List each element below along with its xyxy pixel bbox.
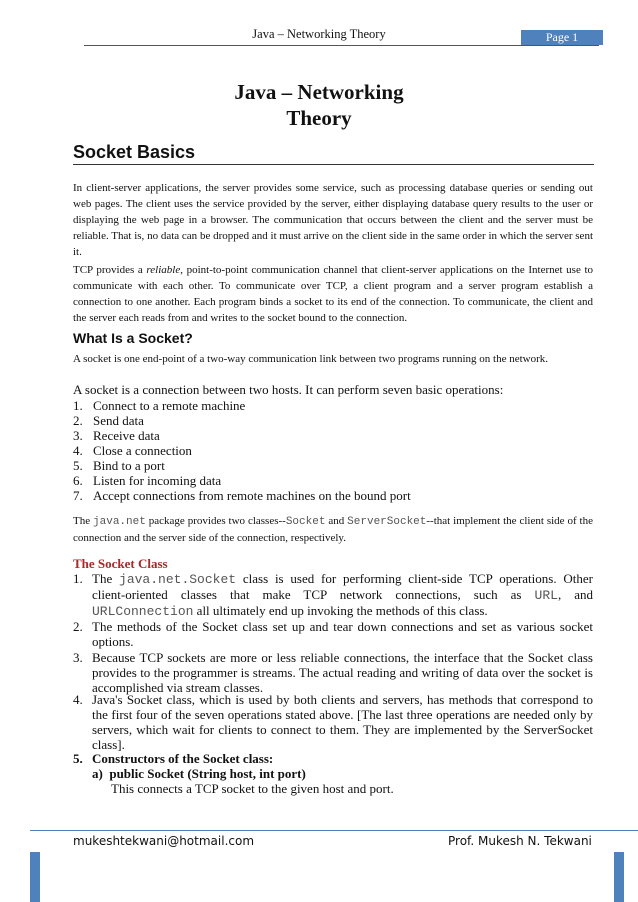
list-item: 2. The methods of the Socket class set up and tear down connections and set as various socket options. xyxy=(73,619,593,649)
document-title-line1: Java – Networking xyxy=(234,80,404,104)
section-heading-socket-class: The Socket Class xyxy=(73,556,168,571)
list-item: 2. Send data xyxy=(73,413,144,428)
paragraph-client-server: In client-server applications, the server provides some service, such as processing database queries or sending out web pages. The client uses the service provided by the server, either displaying database query results to the user or displaying the web page in a browser. The communication that occurs between the client and the server must be reliable. That is, no data can be dropped and it must arrive on the client side in the same order in which the server sent it. xyxy=(73,182,593,258)
paragraph-socket-definition: A socket is one end-point of a two-way communication link between two programs running on the network. xyxy=(73,353,549,365)
section-heading-socket-basics: Socket Basics xyxy=(73,142,196,162)
paragraph-socket-operations-intro: A socket is a connection between two hosts. It can perform seven basic operations: xyxy=(73,382,504,397)
list-item: 7. Accept connections from remote machines on the bound port xyxy=(73,488,411,503)
list-item: 4. Close a connection xyxy=(73,443,192,458)
section-heading-what-is-socket: What Is a Socket? xyxy=(73,330,193,346)
code-java-net-socket: java.net.Socket xyxy=(119,572,237,587)
text-run: , point-to-point communication channel that client-server applications on the Internet use to communicate with each other. To communicate over TCP, a client program and a server program establish a connection to one another. Each program binds a socket to its end of the connection. To communicate, the client and the server each reads from and writes to the socket bound to the connection. xyxy=(73,264,594,324)
list-item: 1. Connect to a remote machine xyxy=(73,398,246,413)
code-java-net: java.net xyxy=(93,516,146,528)
list-item: 3. Because TCP sockets are more or less reliable connections, the interface that the Socket class provides to the programmer is streams. The actual reading and writing of data over the socket is accomplished via stream classes. xyxy=(73,650,593,695)
constructor-description: This connects a TCP socket to the given host and port. xyxy=(111,781,394,796)
constructor-signature: a) public Socket (String host, int port) xyxy=(92,766,306,781)
list-item: 6. Listen for incoming data xyxy=(73,473,222,488)
footer-email: mukeshtekwani@hotmail.com xyxy=(73,834,255,848)
code-url: URL xyxy=(534,588,558,603)
footer-author: Prof. Mukesh N. Tekwani xyxy=(448,834,592,848)
list-item: 4. Java's Socket class, which is used by both clients and servers, has methods that correspond to the first four of the seven operations stated above. [The last three operations are needed only by servers, which wait for clients to connect to them. They are implemented by the ServerSocket class]. xyxy=(73,692,593,752)
list-item: 1. The java.net.Socket class is used for performing client-side TCP operations. Other client-oriented classes that make TCP network connections, such as URL, and URLConnection all ultimately end up invoking the methods of this class. xyxy=(73,571,593,619)
footer-divider xyxy=(30,830,638,831)
operations-list xyxy=(73,398,411,503)
list-item: 3. Receive data xyxy=(73,428,160,443)
paragraph-tcp xyxy=(73,262,593,326)
document-title xyxy=(0,79,638,131)
footer-accent-bar-left xyxy=(30,852,40,902)
header-divider xyxy=(84,45,599,46)
code-socket: Socket xyxy=(285,516,326,528)
list-item: 5. Constructors of the Socket class: xyxy=(73,751,274,766)
section-divider xyxy=(73,164,594,165)
footer-accent-bar-right xyxy=(614,852,624,902)
emphasis-reliable: reliable xyxy=(146,264,181,276)
document-title-line2: Theory xyxy=(286,106,352,130)
paragraph-java-net-package: The java.net package provides two classes--Socket and ServerSocket--that implement the client side of the connection and the server side of the connection, respectively. xyxy=(73,515,593,544)
header-title: Java – Networking Theory xyxy=(252,27,386,41)
code-urlconnection: URLConnection xyxy=(92,604,194,619)
page-number-badge: Page 1 xyxy=(521,30,603,45)
list-item: 5. Bind to a port xyxy=(73,458,165,473)
text-run: TCP provides a xyxy=(73,264,147,276)
code-serversocket: ServerSocket xyxy=(347,516,427,528)
